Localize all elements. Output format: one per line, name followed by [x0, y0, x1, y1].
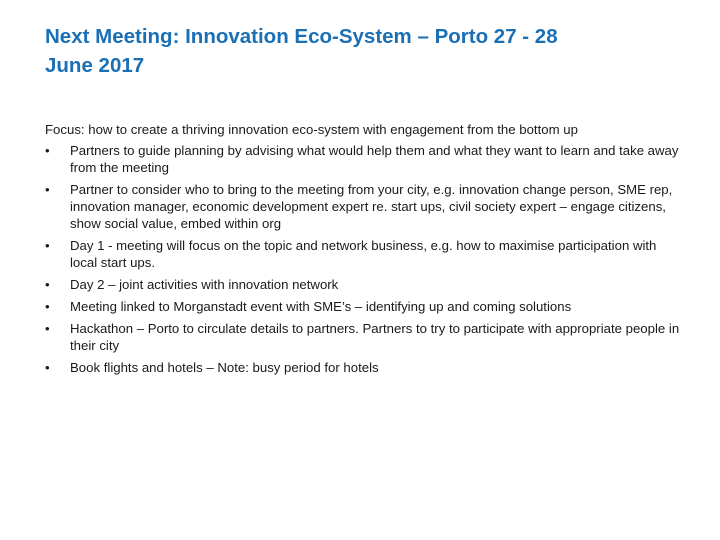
title-line-1: Next Meeting: Innovation Eco-System – Porto 27 - 28: [45, 25, 558, 48]
title-line-2: June 2017: [45, 54, 145, 77]
list-item: [45, 142, 685, 176]
bullet-text: Partner to consider who to bring to the meeting from your city, e.g. innovation change person, SME rep, innovation manager, economic development expert re. start ups, civil society expert – engage citizens, show social value, embed within org: [70, 182, 673, 231]
list-item: [45, 320, 685, 354]
bullet-text: Book flights and hotels – Note: busy period for hotels: [70, 360, 379, 375]
bullet-icon: •: [45, 360, 50, 375]
list-item: [45, 359, 685, 376]
bullet-icon: •: [45, 182, 50, 197]
list-item: [45, 276, 685, 293]
bullet-text: Meeting linked to Morganstadt event with SME’s – identifying up and coming solutions: [70, 299, 572, 314]
bullet-icon: •: [45, 299, 50, 314]
list-item: [45, 181, 685, 232]
bullet-icon: •: [45, 321, 50, 336]
list-item: [45, 298, 685, 315]
bullet-icon: •: [45, 277, 50, 292]
content-body: [45, 121, 685, 381]
bullet-text: Day 2 – joint activities with innovation network: [70, 277, 339, 292]
bullet-icon: •: [45, 143, 50, 158]
page-title: [45, 22, 685, 80]
bullet-text: Hackathon – Porto to circulate details to partners. Partners to try to participate with appropriate people in their city: [70, 321, 680, 353]
bullet-list: [45, 142, 685, 376]
bullet-text: Day 1 - meeting will focus on the topic and network business, e.g. how to maximise participation with local start ups.: [70, 238, 657, 270]
bullet-text: Partners to guide planning by advising what would help them and what they want to learn and take away from the meeting: [70, 143, 679, 175]
bullet-icon: •: [45, 238, 50, 253]
focus-statement: Focus: how to create a thriving innovation eco-system with engagement from the bottom up: [45, 122, 578, 137]
list-item: [45, 237, 685, 271]
